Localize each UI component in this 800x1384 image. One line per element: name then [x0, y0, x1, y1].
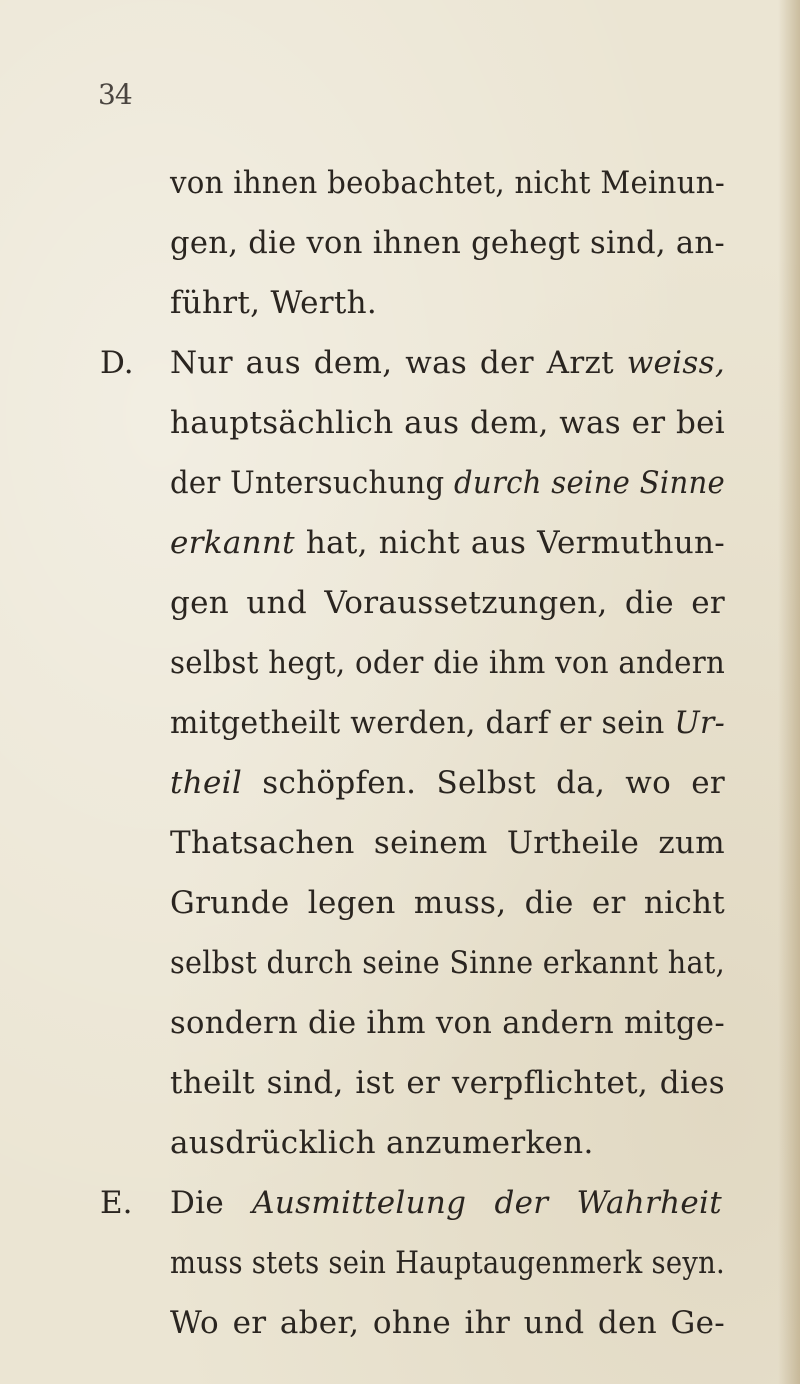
- text-segment: theilt sind, ist er verpflichtet, dies: [170, 1065, 725, 1101]
- text-line: [170, 943, 725, 983]
- text-segment: sondern die ihm von andern mitge-: [170, 1005, 725, 1041]
- text-segment: Thatsachen seinem Urtheile zum: [170, 825, 725, 861]
- text-segment: mitgetheilt werden, darf er sein: [170, 705, 675, 741]
- text-line: [170, 523, 725, 563]
- text-segment: selbst durch seine Sinne erkannt hat,: [170, 945, 726, 981]
- paragraph-label: E.: [100, 1185, 133, 1221]
- text-line: [170, 343, 725, 383]
- italic-text: Ausmittelung der Wahrheit: [252, 1185, 723, 1221]
- text-line: [170, 223, 725, 263]
- text-line: [170, 1243, 725, 1283]
- text-segment: gen, die von ihnen gehegt sind, an-: [170, 225, 726, 261]
- text-segment: selbst hegt, oder die ihm von andern: [170, 645, 726, 681]
- page-number: 34: [98, 78, 132, 111]
- text-line: [170, 1183, 722, 1223]
- text-segment: Grunde legen muss, die er nicht: [170, 885, 726, 921]
- italic-text: theil: [170, 765, 243, 801]
- text-segment: muss stets sein Hauptaugenmerk seyn.: [170, 1245, 725, 1281]
- paragraph-label: D.: [100, 345, 134, 381]
- italic-text: durch seine Sinne: [454, 465, 726, 501]
- text-segment: von ihnen beobachtet, nicht Meinun-: [170, 165, 726, 201]
- text-segment: führt, Werth.: [170, 285, 378, 321]
- text-line: [170, 1123, 594, 1163]
- text-segment: ausdrücklich anzumerken.: [170, 1125, 594, 1161]
- text-line: [170, 763, 725, 803]
- text-line: [170, 283, 377, 323]
- text-line: [170, 463, 725, 503]
- text-line: [170, 883, 725, 923]
- page-edge-shadow: [778, 0, 800, 1384]
- text-line: [170, 1003, 725, 1043]
- text-line: [170, 823, 725, 863]
- text-line: [170, 583, 725, 623]
- text-segment: schöpfen. Selbst da, wo er: [242, 765, 725, 801]
- text-segment: Die: [170, 1185, 253, 1221]
- text-line: [170, 403, 725, 443]
- text-line: [170, 163, 725, 203]
- italic-text: erkannt: [170, 525, 295, 561]
- italic-text: weiss,: [626, 345, 725, 381]
- text-segment: Nur aus dem, was der Arzt: [170, 345, 627, 381]
- text-line: [170, 1063, 725, 1103]
- text-line: [170, 1303, 725, 1343]
- text-segment: hauptsächlich aus dem, was er bei: [170, 405, 725, 441]
- text-segment: hat, nicht aus Vermuthun-: [294, 525, 726, 561]
- italic-text: Ur-: [674, 705, 726, 741]
- text-line: [170, 703, 725, 743]
- text-segment: der Untersuchung: [170, 465, 455, 501]
- text-segment: Wo er aber, ohne ihr und den Ge-: [170, 1305, 725, 1341]
- text-line: [170, 643, 725, 683]
- text-segment: gen und Voraussetzungen, die er: [170, 585, 725, 621]
